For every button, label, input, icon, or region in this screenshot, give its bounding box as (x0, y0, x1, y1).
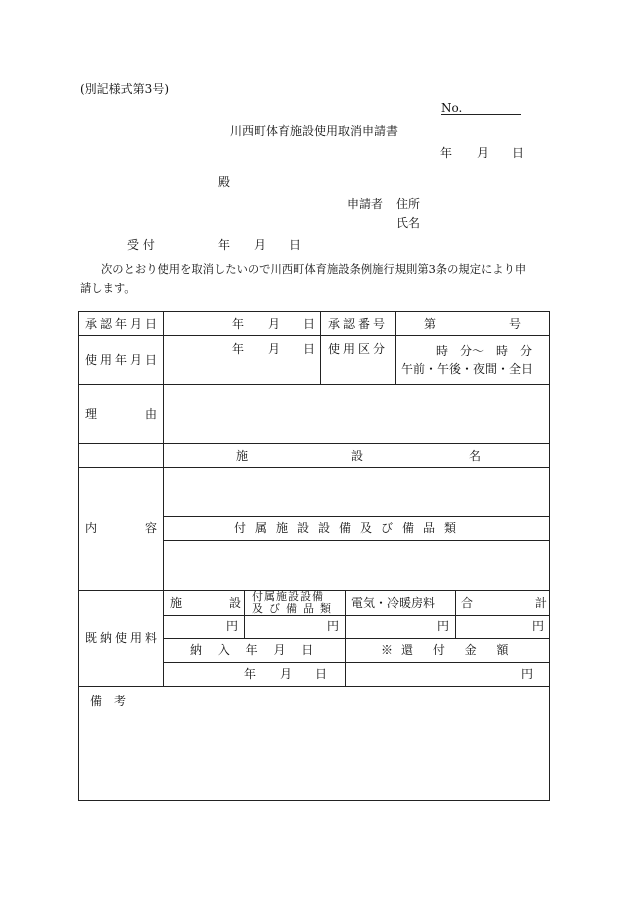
fee-equipment-line2: 及び備品類 (252, 602, 337, 615)
date-month: 月 (477, 146, 490, 160)
yen-facility: 円 (226, 619, 239, 633)
facility-name-header-2: 設 (351, 449, 364, 463)
approval-month: 月 (268, 317, 281, 331)
reason-label-first: 理 (85, 407, 98, 421)
grid-line (78, 443, 550, 444)
reception-label: 受 付 (127, 238, 155, 252)
approval-date-label: 承認年月日 (85, 317, 161, 331)
applicant-label: 申請者 (347, 197, 384, 211)
date-year: 年 (440, 146, 453, 160)
payment-date-label: 納 入 年 月 日 (190, 643, 320, 657)
grid-line (78, 384, 550, 385)
number-suffix: 号 (509, 317, 522, 331)
fee-equipment-line1: 付属施設設備 (252, 590, 324, 603)
grid-line (455, 590, 456, 638)
payment-day: 日 (315, 667, 328, 681)
name-label: 氏名 (396, 216, 421, 230)
content-label-second: 容 (145, 521, 158, 535)
grid-line (78, 467, 550, 468)
date-day: 日 (512, 146, 525, 160)
use-date-label: 使用年月日 (85, 353, 161, 367)
use-month: 月 (268, 342, 281, 356)
payment-year: 年 (244, 667, 257, 681)
fee-facility-first: 施 (170, 596, 183, 610)
time-range: 時 分～ 時 分 (436, 344, 533, 358)
form-number: (別記様式第3号) (80, 82, 169, 96)
fee-utility: 電気・冷暖房料 (351, 596, 436, 610)
number-underline (441, 114, 521, 115)
fee-total-first: 合 (461, 596, 474, 610)
reception-year: 年 (218, 238, 231, 252)
grid-line (163, 311, 164, 686)
yen-equipment: 円 (327, 619, 340, 633)
payment-month: 月 (280, 667, 293, 681)
yen-utility: 円 (437, 619, 450, 633)
reception-day: 日 (289, 238, 302, 252)
use-division-label: 使用区分 (328, 342, 389, 356)
reception-month: 月 (254, 238, 267, 252)
approval-day: 日 (303, 317, 316, 331)
body-text-line1: 次のとおり使用を取消したいので川西町体育施設条例施行規則第3条の規定により申 (101, 263, 527, 276)
yen-refund: 円 (521, 667, 534, 681)
approval-year: 年 (232, 317, 245, 331)
approval-number-label: 承認番号 (328, 317, 389, 331)
yen-total: 円 (532, 619, 545, 633)
facility-name-header-1: 施 (236, 449, 249, 463)
grid-line (78, 335, 550, 336)
use-day: 日 (303, 342, 316, 356)
reason-label-second: 由 (145, 407, 158, 421)
grid-line (163, 540, 550, 541)
fee-label: 既納使用料 (85, 631, 161, 645)
addressee-suffix: 殿 (218, 175, 231, 189)
grid-line (395, 311, 396, 384)
grid-line (244, 590, 245, 638)
number-label: No. (441, 101, 463, 115)
time-periods: 午前・午後・夜間・全日 (401, 362, 534, 376)
body-text-line2: 請します。 (80, 282, 136, 295)
grid-line (163, 662, 550, 663)
fee-facility-second: 設 (229, 596, 242, 610)
address-label: 住所 (396, 197, 421, 211)
content-label-first: 内 (85, 521, 98, 535)
grid-line (345, 590, 346, 686)
grid-line (163, 516, 550, 517)
equipment-header: 付属施設設備及び備品類 (234, 521, 466, 535)
grid-line (78, 686, 550, 687)
document-title: 川西町体育施設使用取消申請書 (230, 124, 399, 138)
number-prefix: 第 (424, 317, 437, 331)
grid-line (163, 615, 550, 616)
facility-name-header-3: 名 (469, 449, 482, 463)
use-year: 年 (232, 342, 245, 356)
grid-line (163, 638, 550, 639)
remarks-label: 備 考 (90, 694, 127, 708)
grid-line (320, 311, 321, 384)
refund-label: ※還 付 金 額 (381, 643, 517, 657)
fee-total-second: 計 (535, 596, 548, 610)
